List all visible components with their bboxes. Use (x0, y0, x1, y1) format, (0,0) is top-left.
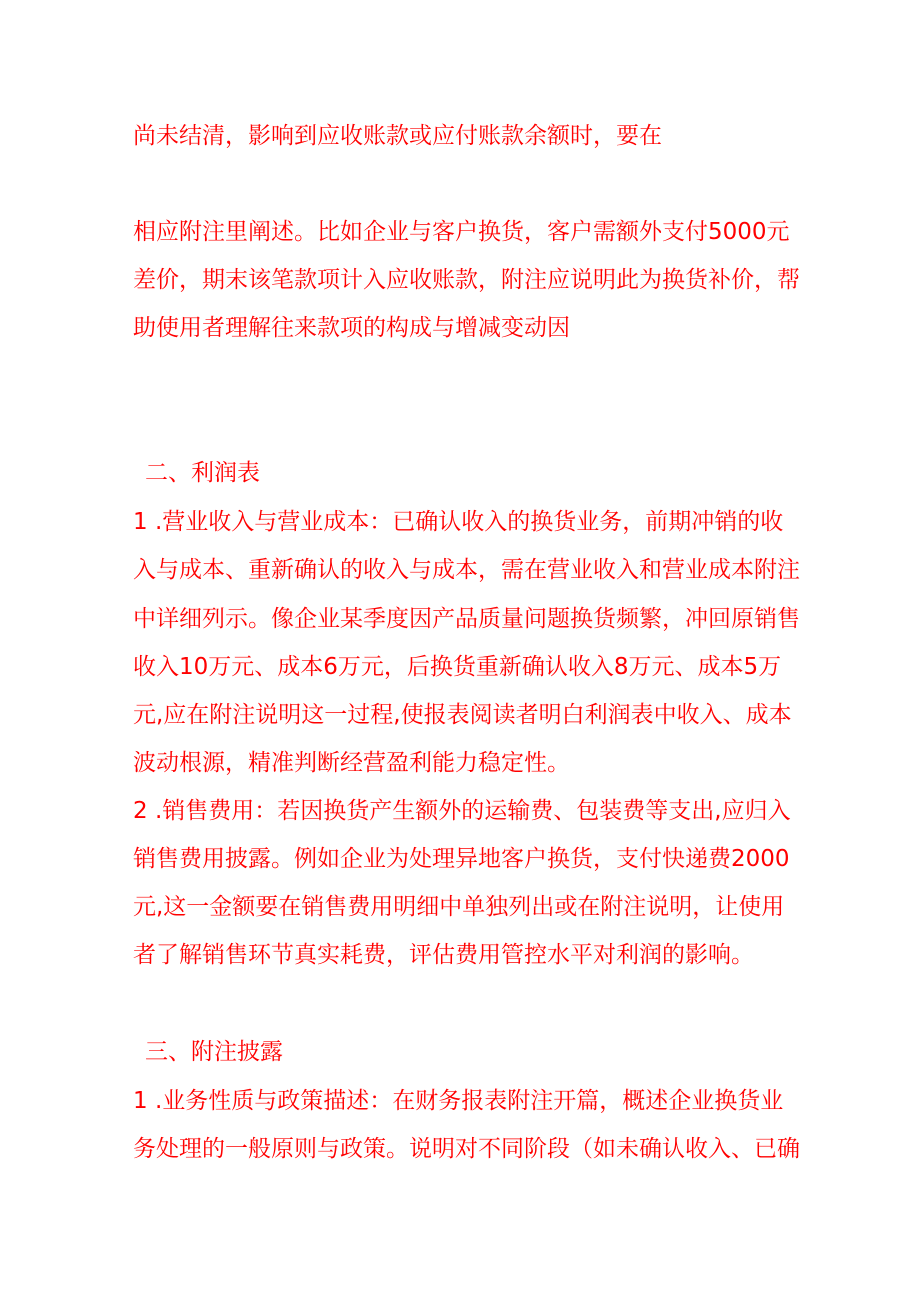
paragraph-line: 者了解销售环节真实耗费，评估费用管控水平对利润的影响。 (133, 942, 754, 968)
paragraph-line: 1 .营业收入与营业成本：已确认收入的换货业务，前期冲销的收 (133, 509, 784, 535)
paragraph-line: 波动根源，精准判断经营盈利能力稳定性。 (133, 750, 570, 776)
paragraph-line: 相应附注里阐述。比如企业与客户换货，客户需额外支付5000元 (133, 219, 790, 245)
paragraph-line: 务处理的一般原则与政策。说明对不同阶段（如未确认收入、已确 (133, 1136, 800, 1162)
paragraph-line: 尚未结清，影响到应收账款或应付账款余额时，要在 (133, 123, 662, 149)
paragraph-line: 元,这一金额要在销售费用明细中单独列出或在附注说明，让使用 (133, 894, 785, 920)
section-heading-income-statement: 二、利润表 (145, 460, 260, 486)
paragraph-line: 差价，期末该笔款项计入应收账款，附注应说明此为换货补价，帮 (133, 267, 800, 293)
paragraph-line: 1 .业务性质与政策描述：在财务报表附注开篇，概述企业换货业 (133, 1088, 784, 1114)
paragraph-line: 2 .销售费用：若因换货产生额外的运输费、包装费等支出,应归入 (133, 798, 791, 824)
paragraph-line: 助使用者理解往来款项的构成与增减变动因 (133, 315, 570, 341)
paragraph-line: 收入10万元、成本6万元，后换货重新确认收入8万元、成本5万 (133, 654, 782, 680)
paragraph-line: 销售费用披露。例如企业为处理异地客户换货，支付快递费2000 (133, 846, 790, 872)
paragraph-line: 中详细列示。像企业某季度因产品质量问题换货频繁，冲回原销售 (133, 606, 800, 632)
paragraph-line: 入与成本、重新确认的收入与成本，需在营业收入和营业成本附注 (133, 557, 800, 583)
paragraph-line: 元,应在附注说明这一过程,使报表阅读者明白利润表中收入、成本 (133, 702, 792, 728)
section-heading-notes-disclosure: 三、附注披露 (145, 1039, 283, 1065)
